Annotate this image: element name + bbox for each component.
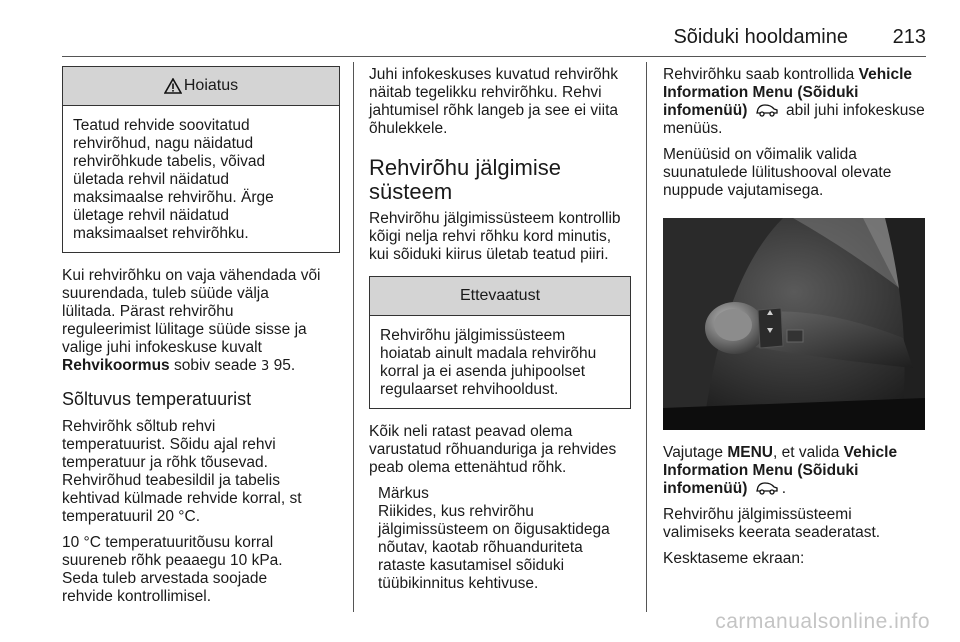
- heading-line: Rehvirõhu jälgimise: [369, 155, 561, 180]
- text-line: suureneb rõhk peaaegu 10 kPa.: [62, 552, 283, 569]
- text-span: abil juhi infokeskuse: [781, 102, 925, 119]
- text-line: suurendada, tuleb süüde välja: [62, 285, 269, 302]
- bold-term: Vehicle: [858, 66, 913, 83]
- caution-header: [370, 277, 630, 316]
- note-title: Märkus: [378, 485, 429, 502]
- column-2: [369, 66, 631, 593]
- text-line: temperatuurist. Sõidu ajal rehvi: [62, 436, 276, 453]
- text-span: .: [781, 480, 786, 497]
- text-line: kui sõiduki kiirus ületab teatud piiri.: [369, 246, 609, 263]
- paragraph: [663, 66, 925, 138]
- paragraph: [369, 66, 631, 138]
- text-line: ületage rehvil näidatud: [73, 207, 229, 224]
- text-line: Rehvirõhk sõltub rehvi: [62, 418, 216, 435]
- text-line: rataste kasutamisel sõiduki: [378, 557, 565, 574]
- paragraph: [369, 423, 631, 477]
- text-line: hoiatab ainult madala rehvirõhu: [380, 345, 597, 362]
- bold-term: infomenüü): [663, 102, 748, 119]
- text-line: Teatud rehvide soovitatud: [73, 117, 250, 134]
- text-line: suunatulede lülitushooval olevate: [663, 164, 892, 181]
- text-line: temperatuur ja rõhk tõusevad.: [62, 454, 268, 471]
- caution-body: [370, 316, 630, 408]
- caution-title: Ettevaatust: [459, 287, 541, 304]
- text-line: jälgimissüsteem on õigusaktidega: [378, 521, 610, 538]
- text-line: õhulekkele.: [369, 120, 448, 137]
- page-title: Sõiduki hooldamine: [673, 26, 848, 48]
- text-line: rehvide kontrollimisel.: [62, 588, 212, 605]
- section-heading: [369, 156, 631, 204]
- text-span: Rehvirõhku saab kontrollida: [663, 66, 859, 83]
- column-divider: [646, 62, 647, 612]
- text-line: lülitada. Pärast rehvirõhu: [62, 303, 234, 320]
- text-line: Rehvirõhu jälgimissüsteemi: [663, 506, 852, 523]
- paragraph: [62, 418, 340, 526]
- text-line: maksimaalset rehvirõhku.: [73, 225, 249, 242]
- text-line: näitab tegelikku rehvirõhku. Rehvi: [369, 84, 602, 101]
- text-line: peab olema ettenähtud rõhk.: [369, 459, 567, 476]
- text-line: varustatud rõhuanduriga ja rehvides: [369, 441, 617, 458]
- text-line: rehvirõhud, nagu näidatud: [73, 135, 254, 152]
- section-heading: Sõltuvus temperatuurist: [62, 389, 252, 409]
- text-span: sobiv seade: [169, 357, 262, 374]
- bold-term: Rehvikoormus: [62, 357, 170, 374]
- text-line: valige juhi infokeskuse kuvalt: [62, 339, 262, 356]
- text-line: Menüüsid on võimalik valida: [663, 146, 857, 163]
- text-line: korral ja ei asenda juhipoolset: [380, 363, 586, 380]
- text-span: menüüs.: [663, 120, 723, 137]
- text-line: tüübikinnitus kehtivuse.: [378, 575, 539, 592]
- text-line: Seda tuleb arvestada soojade: [62, 570, 268, 587]
- text-line: nuppude vajutamisega.: [663, 182, 824, 199]
- warning-body: [63, 106, 339, 252]
- text-line: Kõik neli ratast peavad olema: [369, 423, 573, 440]
- page-reference: 95.: [269, 357, 296, 374]
- paragraph: [62, 267, 340, 376]
- text-line: ületada rehvil näidatud: [73, 171, 229, 188]
- text-line: Juhi infokeskuses kuvatud rehvirõhk: [369, 66, 618, 83]
- menu-button-label: MENU: [727, 444, 773, 461]
- text-line: valimiseks keerata seaderatast.: [663, 524, 881, 541]
- paragraph: [663, 506, 925, 542]
- text-line: Kui rehvirõhku on vaja vähendada või: [62, 267, 321, 284]
- text-line: 10 °C temperatuuritõusu korral: [62, 534, 274, 551]
- text-span: Vajutage: [663, 444, 728, 461]
- text-line: nõutav, kaotab rõhuanduriteta: [378, 539, 583, 556]
- text-line: temperatuuril 20 °C.: [62, 508, 201, 525]
- bold-term: infomenüü): [663, 480, 748, 497]
- text-line: maksimaalse rehvirõhu. Ärge: [73, 189, 274, 206]
- warning-title: Hoiatus: [183, 77, 239, 94]
- warning-header: [63, 67, 339, 106]
- text-line: Riikides, kus rehvirõhu: [378, 503, 534, 520]
- text-span: , et valida: [773, 444, 844, 461]
- bold-term: Vehicle: [843, 444, 898, 461]
- text-line: Rehvirõhu jälgimissüsteem: [380, 327, 566, 344]
- text-line: rehvirõhkude tabelis, võivad: [73, 153, 266, 170]
- text-line: kõigi nelja rehvi rõhku kord minutis,: [369, 228, 612, 245]
- paragraph: [663, 444, 925, 498]
- text-line: regulaarset rehvihooldust.: [380, 381, 559, 398]
- bold-term: Information Menu (Sõiduki: [663, 462, 859, 479]
- caution-box: [369, 276, 631, 409]
- text-line: jahtumisel rõhk langeb ja see ei viita: [369, 102, 618, 119]
- note-block: [378, 485, 631, 593]
- car-icon: [755, 481, 779, 495]
- page-reference-icon: 3: [261, 359, 270, 374]
- paragraph: [62, 534, 340, 606]
- paragraph: [369, 210, 631, 264]
- text-line: kehtivad külmade rehvide korral, st: [62, 490, 302, 507]
- warning-box: [62, 66, 340, 253]
- warning-triangle-icon: [164, 78, 182, 94]
- turn-signal-lever-photo: [663, 218, 925, 430]
- page-number: 213: [892, 26, 926, 48]
- paragraph: [663, 146, 925, 200]
- paragraph: Kesktaseme ekraan:: [663, 550, 805, 567]
- text-line: reguleerimist lülitage süüde sisse ja: [62, 321, 307, 338]
- column-divider: [353, 62, 354, 612]
- bold-term: Information Menu (Sõiduki: [663, 84, 859, 101]
- text-line: Rehvirõhu jälgimissüsteem kontrollib: [369, 210, 621, 227]
- column-1: [62, 66, 340, 614]
- column-3: [663, 66, 925, 576]
- car-icon: [755, 103, 779, 117]
- heading-line: süsteem: [369, 179, 453, 204]
- watermark: carmanualsonline.info: [715, 610, 930, 633]
- page-header: [62, 22, 926, 57]
- text-line: Rehvirõhud teabesildil ja tabelis: [62, 472, 280, 489]
